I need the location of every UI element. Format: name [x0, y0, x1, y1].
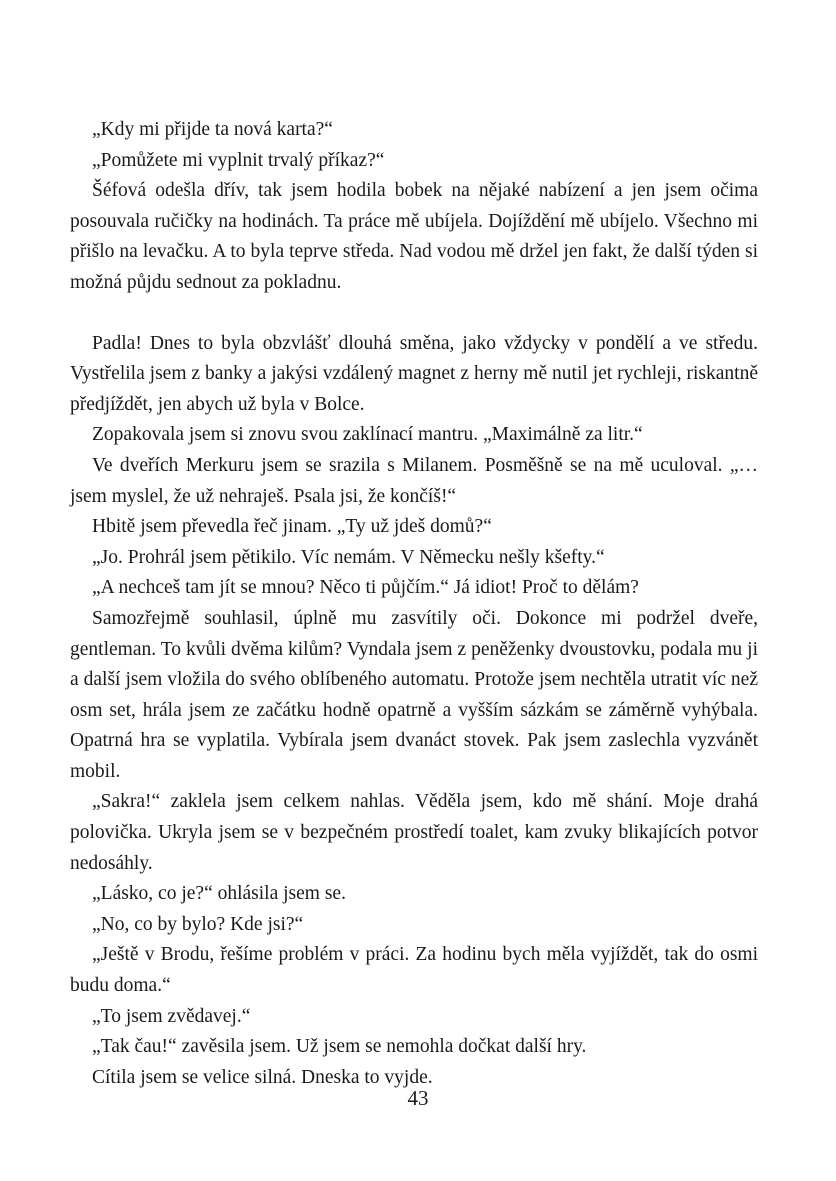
paragraph: „Lásko, co je?“ ohlásila jsem se. — [92, 883, 346, 905]
paragraph: „Tak čau!“ zavěsila jsem. Už jsem se nemohla dočkat další hry. — [92, 1036, 587, 1058]
paragraph: „To jsem zvědavej.“ — [92, 1005, 251, 1027]
body-text — [70, 115, 758, 1093]
page-number: 43 — [407, 1086, 429, 1110]
paragraph: „A nechceš tam jít se mnou? Něco ti půjčím.“ Já idiot! Proč to dělám? — [92, 577, 639, 599]
paragraph: Hbitě jsem převedla řeč jinam. „Ty už jdeš domů?“ — [92, 516, 492, 538]
paragraph: „Pomůžete mi vyplnit trvalý příkaz?“ — [92, 149, 385, 171]
paragraph: „Sakra!“ zaklela jsem celkem nahlas. Věděla jsem, kdo mě shání. Moje drahá polovička. Ukryla jsem se v bezpečném prostředí toalet, kam zvuky blikajících potvor nedosáhly. — [70, 791, 758, 874]
paragraph: „Ještě v Brodu, řešíme problém v práci. Za hodinu bych měla vyjíždět, tak do osmi budu doma.“ — [70, 944, 758, 997]
paragraph: Ve dveřích Merkuru jsem se srazila s Milanem. Posměšně se na mě uculoval. „… jsem myslel, že už nehraješ. Psala jsi, že končíš!“ — [70, 454, 758, 507]
scene-break — [70, 299, 758, 329]
paragraph: Šéfová odešla dřív, tak jsem hodila bobek na nějaké nabízení a jen jsem očima posouvala ručičky na hodinách. Ta práce mě ubíjela. Dojíždění mě ubíjelo. Všechno mi přišlo na levačku. A to byla teprve středa. Nad vodou mě držel jen fakt, že další týden si možná půjdu sednout za pokladnu. — [70, 180, 758, 293]
paragraph: „Kdy mi přijde ta nová karta?“ — [92, 119, 333, 140]
paragraph: „No, co by bylo? Kde jsi?“ — [92, 913, 304, 935]
paragraph: Cítila jsem se velice silná. Dneska to vyjde. — [92, 1066, 433, 1088]
paragraph: Padla! Dnes to byla obzvlášť dlouhá směna, jako vždycky v pondělí a ve středu. Vystřelila jsem z banky a jakýsi vzdálený magnet z herny mě nutil jet rychleji, riskantně předjíždět, jen abych už byla v Bolce. — [70, 332, 758, 415]
paragraph: Zopakovala jsem si znovu svou zaklínací mantru. „Maximálně za litr.“ — [92, 424, 643, 446]
paragraph: „Jo. Prohrál jsem pětikilo. Víc nemám. V Německu nešly kšefty.“ — [92, 546, 605, 568]
paragraph: Samozřejmě souhlasil, úplně mu zasvítily oči. Dokonce mi podržel dveře, gentleman. To kvůli dvěma kilům? Vyndala jsem z peněženky dvoustovku, podala mu ji a další jsem vložila do svého oblíbeného automatu. Protože jsem nechtěla utratit víc než osm set, hrála jsem ze začátku hodně opatrně a vyšším sázkám se záměrně vyhýbala. Opatrná hra se vyplatila. Vybírala jsem dvanáct stovek. Pak jsem zaslechla vyzvánět mobil. — [70, 607, 758, 782]
